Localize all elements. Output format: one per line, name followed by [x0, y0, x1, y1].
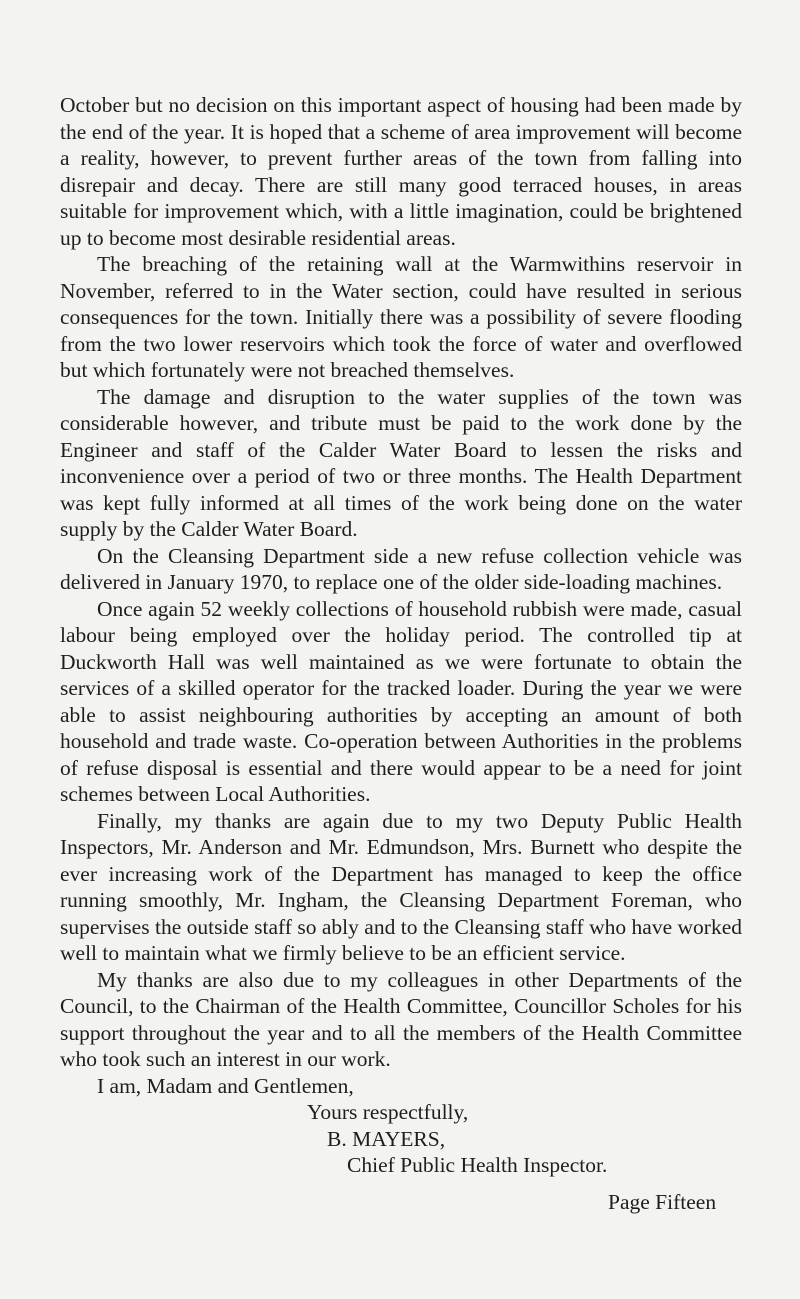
page-number: Page Fifteen	[608, 1190, 717, 1214]
paragraph-thanks-staff: Finally, my thanks are again due to my two Deputy Public Health Inspectors, Mr. Anderson and Mr. Edmundson, Mrs. Burnett who despite the ever increasing work of the Department has managed to keep the office running smoothly, Mr. Ingham, the Cleansing Department Foreman, who supervises the outside staff so ably and to the Cleansing staff who have worked well to maintain what we firmly believe to be an efficient service.	[60, 808, 742, 965]
signatory-title: Chief Public Health Inspector.	[347, 1153, 608, 1177]
paragraph-refuse-collections: Once again 52 weekly collections of household rubbish were made, casual labour being employed over the holiday period. The controlled tip at Duckworth Hall was well maintained as we were fortunate to obtain the services of a skilled operator for the tracked loader. During the year we were able to assist neighbouring authorities by accepting an amount of both household and trade waste. Co-operation between Authorities in the problems of refuse disposal is essential and there would appear to be a need for joint schemes between Local Authorities.	[60, 596, 742, 806]
signatory-name: B. MAYERS,	[327, 1126, 446, 1151]
paragraph-reservoir-breach: The breaching of the retaining wall at the Warmwithins reservoir in November, referred to in the Water section, could have resulted in serious consequences for the town. Initially there was a possibility of severe flooding from the two lower reservoirs which took the force of water and overflowed but which fortunately were not breached themselves.	[60, 252, 742, 382]
paragraph-thanks-colleagues: My thanks are also due to my colleagues in other Departments of the Council, to the Chairman of the Health Committee, Councillor Scholes for his support throughout the year and to all the members of the Health Committee who took such an interest in our work.	[60, 967, 742, 1071]
closing-salutation: I am, Madam and Gentlemen,	[97, 1073, 354, 1098]
paragraph-housing: October but no decision on this important aspect of housing had been made by the end of the year. It is hoped that a scheme of area improvement will become a reality, however, to prevent further areas of the town from falling into disrepair and decay. There are still many good terraced houses, in areas suitable for improvement which, with a little imagination, could be brightened up to become most desirable residential areas.	[60, 93, 742, 250]
report-body	[60, 92, 742, 1179]
closing-valediction: Yours respectfully,	[307, 1100, 469, 1124]
paragraph-water-supply: The damage and disruption to the water supplies of the town was considerable however, and tribute must be paid to the work done by the Engineer and staff of the Calder Water Board to lessen the risks and inconvenience over a period of two or three months. The Health Department was kept fully informed at all times of the work being done on the water supply by the Calder Water Board.	[60, 384, 742, 541]
paragraph-refuse-vehicle: On the Cleansing Department side a new refuse collection vehicle was delivered in January 1970, to replace one of the older side-loading machines.	[60, 543, 742, 594]
